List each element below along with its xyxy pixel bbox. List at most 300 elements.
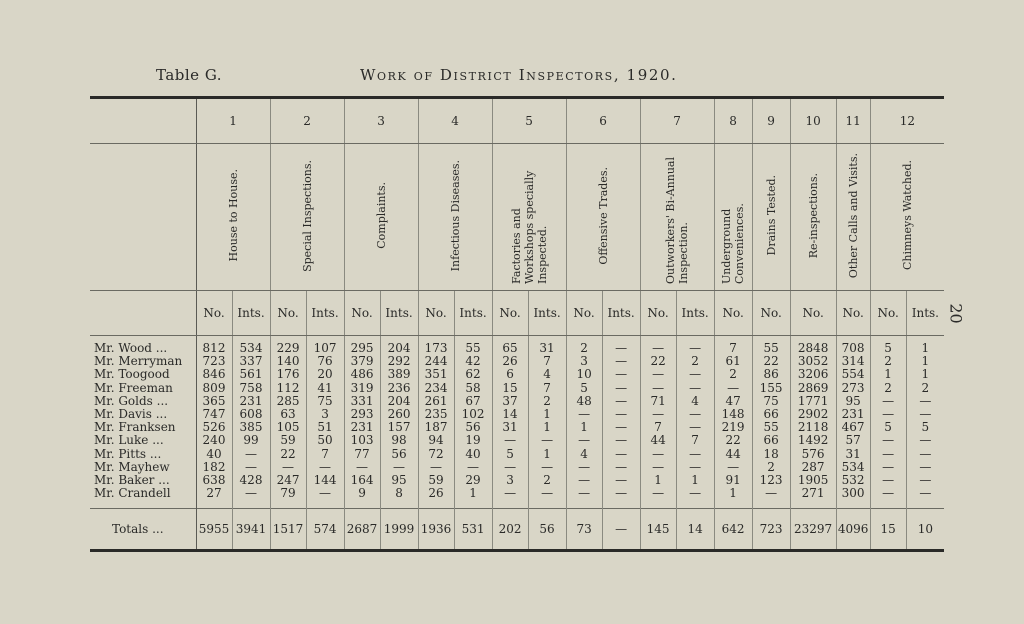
table-cell: 235 bbox=[418, 408, 454, 421]
inspector-name: Mr. Wood ... bbox=[94, 341, 168, 356]
table-cell: 4 bbox=[676, 395, 714, 408]
totals-row bbox=[90, 509, 944, 551]
sub-heading: No. bbox=[790, 291, 836, 336]
totals-cell: 574 bbox=[306, 509, 344, 551]
totals-cell: 642 bbox=[714, 509, 752, 551]
table-cell: 182 bbox=[196, 461, 232, 474]
sub-heading: Ints. bbox=[528, 291, 566, 336]
sub-heading: No. bbox=[870, 291, 906, 336]
table-cell: 2848 bbox=[790, 336, 836, 356]
table-cell: 112 bbox=[270, 382, 306, 395]
page-title: Work of District Inspectors, 1920. bbox=[360, 66, 678, 84]
table-cell: 2869 bbox=[790, 382, 836, 395]
table-cell: 75 bbox=[306, 395, 344, 408]
table-cell: 287 bbox=[790, 461, 836, 474]
sub-heading: No. bbox=[566, 291, 602, 336]
table-cell: 98 bbox=[380, 434, 418, 447]
table-cell: 44 bbox=[714, 448, 752, 461]
table-cell: 5 bbox=[870, 336, 906, 356]
table-label: Table G. bbox=[156, 66, 223, 84]
table-cell: — bbox=[640, 368, 676, 381]
table-cell: — bbox=[270, 461, 306, 474]
table-cell: 48 bbox=[566, 395, 602, 408]
totals-cell: 10 bbox=[906, 509, 944, 551]
table-cell: — bbox=[602, 421, 640, 434]
table-cell: — bbox=[602, 448, 640, 461]
column-heading: Complaints. bbox=[344, 144, 418, 291]
table-cell: — bbox=[232, 461, 270, 474]
table-cell: — bbox=[870, 448, 906, 461]
sub-heading: No. bbox=[492, 291, 528, 336]
totals-cell: 202 bbox=[492, 509, 528, 551]
table-cell: 1 bbox=[528, 408, 566, 421]
table-cell: 58 bbox=[454, 382, 492, 395]
table-cell: 2 bbox=[566, 336, 602, 356]
inspector-name: Mr. Crandell bbox=[94, 486, 171, 501]
table-cell: 77 bbox=[344, 448, 380, 461]
table-cell: 22 bbox=[270, 448, 306, 461]
table-cell: 285 bbox=[270, 395, 306, 408]
table-cell: — bbox=[566, 408, 602, 421]
table-cell: 219 bbox=[714, 421, 752, 434]
table-cell: 3 bbox=[306, 408, 344, 421]
table-cell: 293 bbox=[344, 408, 380, 421]
table-cell: 3 bbox=[566, 355, 602, 368]
table-cell: 66 bbox=[752, 408, 790, 421]
table-cell: 1 bbox=[640, 474, 676, 487]
column-heading: Special Inspections. bbox=[270, 144, 344, 291]
totals-cell: 3941 bbox=[232, 509, 270, 551]
table-cell: 534 bbox=[232, 336, 270, 356]
table-cell: 7 bbox=[528, 382, 566, 395]
table-cell: 244 bbox=[418, 355, 454, 368]
table-cell: — bbox=[418, 461, 454, 474]
table-cell: — bbox=[640, 336, 676, 356]
column-heading: Factories and Workshops specially Inspected. bbox=[492, 144, 566, 291]
table-cell: 102 bbox=[454, 408, 492, 421]
inspector-name: Mr. Pitts ... bbox=[94, 446, 162, 461]
table-cell: 59 bbox=[270, 434, 306, 447]
table-cell: 608 bbox=[232, 408, 270, 421]
table-cell: 15 bbox=[492, 382, 528, 395]
table-cell: — bbox=[676, 408, 714, 421]
table-cell: 231 bbox=[344, 421, 380, 434]
table-cell: 240 bbox=[196, 434, 232, 447]
table-cell: 2 bbox=[870, 355, 906, 368]
table-cell: — bbox=[870, 408, 906, 421]
table-cell: 5 bbox=[870, 421, 906, 434]
table-row bbox=[90, 421, 944, 434]
table-cell: — bbox=[676, 421, 714, 434]
table-cell: 385 bbox=[232, 421, 270, 434]
sub-heading: Ints. bbox=[676, 291, 714, 336]
table-cell: 26 bbox=[492, 355, 528, 368]
totals-cell: 4096 bbox=[836, 509, 870, 551]
table-cell: — bbox=[676, 461, 714, 474]
table-cell: — bbox=[906, 461, 944, 474]
table-cell: 365 bbox=[196, 395, 232, 408]
sub-heading: Ints. bbox=[306, 291, 344, 336]
table-cell: 723 bbox=[196, 355, 232, 368]
table-cell: — bbox=[870, 395, 906, 408]
table-cell: 236 bbox=[380, 382, 418, 395]
table-cell: 204 bbox=[380, 395, 418, 408]
totals-cell: 56 bbox=[528, 509, 566, 551]
table-cell: — bbox=[870, 434, 906, 447]
table-cell: 91 bbox=[714, 474, 752, 487]
table-cell: 164 bbox=[344, 474, 380, 487]
table-cell: 2118 bbox=[790, 421, 836, 434]
table-cell: — bbox=[602, 336, 640, 356]
table-cell: 144 bbox=[306, 474, 344, 487]
table-cell: — bbox=[232, 487, 270, 509]
table-cell: 260 bbox=[380, 408, 418, 421]
table-cell: — bbox=[380, 461, 418, 474]
sub-heading: Ints. bbox=[602, 291, 640, 336]
table-cell: 379 bbox=[344, 355, 380, 368]
table-cell: 319 bbox=[344, 382, 380, 395]
table-cell: — bbox=[528, 461, 566, 474]
table-cell: — bbox=[602, 368, 640, 381]
table-cell: 554 bbox=[836, 368, 870, 381]
table-cell: 2 bbox=[752, 461, 790, 474]
table-cell: — bbox=[676, 382, 714, 395]
table-cell: — bbox=[640, 461, 676, 474]
table-cell: 4 bbox=[528, 368, 566, 381]
table-cell: 389 bbox=[380, 368, 418, 381]
column-number-row bbox=[90, 98, 944, 144]
sub-heading: No. bbox=[344, 291, 380, 336]
inspector-name: Mr. Freeman bbox=[94, 380, 173, 395]
table-cell: 331 bbox=[344, 395, 380, 408]
table-cell: 61 bbox=[714, 355, 752, 368]
table-cell: 1 bbox=[906, 355, 944, 368]
table-cell: 231 bbox=[836, 408, 870, 421]
table-row bbox=[90, 382, 944, 395]
table-cell: 105 bbox=[270, 421, 306, 434]
table-cell: 14 bbox=[492, 408, 528, 421]
table-cell: 7 bbox=[528, 355, 566, 368]
table-cell: 1 bbox=[528, 448, 566, 461]
column-number: 11 bbox=[836, 98, 870, 144]
table-cell: 273 bbox=[836, 382, 870, 395]
table-row bbox=[90, 395, 944, 408]
table-cell: — bbox=[602, 382, 640, 395]
table-cell: 271 bbox=[790, 487, 836, 509]
table-cell: 176 bbox=[270, 368, 306, 381]
table-row bbox=[90, 434, 944, 447]
table-cell: — bbox=[752, 487, 790, 509]
table-cell: 22 bbox=[640, 355, 676, 368]
table-cell: 1 bbox=[676, 474, 714, 487]
totals-cell: 5955 bbox=[196, 509, 232, 551]
table-cell: — bbox=[602, 461, 640, 474]
sub-heading: No. bbox=[196, 291, 232, 336]
table-cell: — bbox=[906, 434, 944, 447]
column-number: 8 bbox=[714, 98, 752, 144]
column-heading: Offensive Trades. bbox=[566, 144, 640, 291]
table-cell: — bbox=[640, 408, 676, 421]
table-cell: 99 bbox=[232, 434, 270, 447]
table-cell: 231 bbox=[232, 395, 270, 408]
table-cell: — bbox=[602, 487, 640, 509]
table-cell: 41 bbox=[306, 382, 344, 395]
table-cell: 18 bbox=[752, 448, 790, 461]
table-cell: 7 bbox=[676, 434, 714, 447]
table-cell: 467 bbox=[836, 421, 870, 434]
column-heading: House to House. bbox=[196, 144, 270, 291]
table-cell: — bbox=[492, 461, 528, 474]
table-cell: 148 bbox=[714, 408, 752, 421]
sub-heading-row bbox=[90, 291, 944, 336]
table-cell: — bbox=[492, 487, 528, 509]
table-cell: — bbox=[870, 474, 906, 487]
table-cell: 31 bbox=[492, 421, 528, 434]
table-cell: 1 bbox=[906, 368, 944, 381]
sub-heading: Ints. bbox=[906, 291, 944, 336]
table-cell: — bbox=[906, 474, 944, 487]
table-cell: 747 bbox=[196, 408, 232, 421]
sub-heading: Ints. bbox=[454, 291, 492, 336]
table-cell: — bbox=[870, 461, 906, 474]
inspector-name: Mr. Luke ... bbox=[94, 433, 164, 448]
column-number: 1 bbox=[196, 98, 270, 144]
table-cell: 79 bbox=[270, 487, 306, 509]
table-cell: — bbox=[492, 434, 528, 447]
table-cell: 229 bbox=[270, 336, 306, 356]
table-cell: 55 bbox=[454, 336, 492, 356]
table-cell: 103 bbox=[344, 434, 380, 447]
table-cell: 7 bbox=[640, 421, 676, 434]
inspectors-table-wrap bbox=[90, 96, 944, 552]
column-heading: Re-inspections. bbox=[790, 144, 836, 291]
sub-heading: No. bbox=[418, 291, 454, 336]
column-number: 4 bbox=[418, 98, 492, 144]
table-row bbox=[90, 368, 944, 381]
blank-corner bbox=[90, 98, 196, 144]
table-row bbox=[90, 408, 944, 421]
table-cell: — bbox=[306, 461, 344, 474]
table-row bbox=[90, 474, 944, 487]
table-cell: 123 bbox=[752, 474, 790, 487]
table-cell: 1 bbox=[566, 421, 602, 434]
totals-cell: 1999 bbox=[380, 509, 418, 551]
inspector-name: Mr. Mayhew bbox=[94, 459, 170, 474]
table-row bbox=[90, 336, 944, 356]
inspector-name: Mr. Davis ... bbox=[94, 407, 168, 422]
table-cell: 2 bbox=[714, 368, 752, 381]
table-cell: — bbox=[528, 487, 566, 509]
totals-cell: 1936 bbox=[418, 509, 454, 551]
table-cell: — bbox=[566, 487, 602, 509]
sub-heading: No. bbox=[640, 291, 676, 336]
table-cell: — bbox=[602, 395, 640, 408]
table-cell: 526 bbox=[196, 421, 232, 434]
table-cell: — bbox=[602, 355, 640, 368]
table-cell: 47 bbox=[714, 395, 752, 408]
table-cell: — bbox=[602, 408, 640, 421]
table-cell: 10 bbox=[566, 368, 602, 381]
table-cell: — bbox=[640, 448, 676, 461]
table-cell: 314 bbox=[836, 355, 870, 368]
table-cell: 57 bbox=[836, 434, 870, 447]
inspector-name: Mr. Baker ... bbox=[94, 472, 170, 487]
table-cell: 351 bbox=[418, 368, 454, 381]
table-cell: 846 bbox=[196, 368, 232, 381]
column-number: 10 bbox=[790, 98, 836, 144]
table-cell: 2 bbox=[676, 355, 714, 368]
column-number: 12 bbox=[870, 98, 944, 144]
sub-heading: No. bbox=[270, 291, 306, 336]
table-row bbox=[90, 355, 944, 368]
table-cell: — bbox=[306, 487, 344, 509]
table-cell: 2 bbox=[870, 382, 906, 395]
inspector-name: Mr. Franksen bbox=[94, 420, 176, 435]
table-cell: — bbox=[714, 461, 752, 474]
table-row bbox=[90, 487, 944, 509]
table-cell: 5 bbox=[566, 382, 602, 395]
table-cell: — bbox=[566, 434, 602, 447]
totals-cell: 23297 bbox=[790, 509, 836, 551]
table-cell: 56 bbox=[380, 448, 418, 461]
column-heading: Underground Conveniences. bbox=[714, 144, 752, 291]
column-number: 5 bbox=[492, 98, 566, 144]
table-row bbox=[90, 461, 944, 474]
table-row bbox=[90, 448, 944, 461]
table-cell: 576 bbox=[790, 448, 836, 461]
table-cell: 534 bbox=[836, 461, 870, 474]
table-cell: — bbox=[640, 487, 676, 509]
table-body bbox=[90, 336, 944, 509]
table-cell: 44 bbox=[640, 434, 676, 447]
table-cell: 56 bbox=[454, 421, 492, 434]
table-cell: — bbox=[528, 434, 566, 447]
totals-cell: 1517 bbox=[270, 509, 306, 551]
table-cell: 62 bbox=[454, 368, 492, 381]
totals-cell: 14 bbox=[676, 509, 714, 551]
table-cell: 107 bbox=[306, 336, 344, 356]
table-cell: 50 bbox=[306, 434, 344, 447]
table-cell: — bbox=[906, 395, 944, 408]
table-cell: 72 bbox=[418, 448, 454, 461]
table-cell: — bbox=[906, 448, 944, 461]
table-cell: 5 bbox=[906, 421, 944, 434]
table-cell: — bbox=[454, 461, 492, 474]
totals-cell: 145 bbox=[640, 509, 676, 551]
sub-heading: Ints. bbox=[232, 291, 270, 336]
totals-cell: 73 bbox=[566, 509, 602, 551]
table-cell: 173 bbox=[418, 336, 454, 356]
sub-heading: No. bbox=[752, 291, 790, 336]
table-cell: 261 bbox=[418, 395, 454, 408]
totals-cell: 15 bbox=[870, 509, 906, 551]
column-heading: Chimneys Watched. bbox=[870, 144, 944, 291]
table-cell: 140 bbox=[270, 355, 306, 368]
table-cell: 532 bbox=[836, 474, 870, 487]
table-cell: 561 bbox=[232, 368, 270, 381]
table-cell: 8 bbox=[380, 487, 418, 509]
table-cell: 2 bbox=[528, 395, 566, 408]
inspectors-table bbox=[90, 96, 944, 552]
table-cell: — bbox=[566, 461, 602, 474]
table-cell: 63 bbox=[270, 408, 306, 421]
table-cell: 428 bbox=[232, 474, 270, 487]
table-cell: 19 bbox=[454, 434, 492, 447]
table-cell: 638 bbox=[196, 474, 232, 487]
column-heading: Other Calls and Visits. bbox=[836, 144, 870, 291]
table-cell: 1 bbox=[906, 336, 944, 356]
table-cell: — bbox=[602, 434, 640, 447]
totals-cell: 723 bbox=[752, 509, 790, 551]
table-cell: 1 bbox=[454, 487, 492, 509]
table-cell: 7 bbox=[306, 448, 344, 461]
table-cell: — bbox=[676, 336, 714, 356]
table-cell: 758 bbox=[232, 382, 270, 395]
table-cell: 51 bbox=[306, 421, 344, 434]
column-heading: Outworkers' Bi-Annual Inspection. bbox=[640, 144, 714, 291]
column-number: 6 bbox=[566, 98, 640, 144]
table-cell: 22 bbox=[752, 355, 790, 368]
table-cell: 94 bbox=[418, 434, 454, 447]
table-cell: 809 bbox=[196, 382, 232, 395]
totals-label: Totals ... bbox=[90, 509, 196, 551]
table-cell: 812 bbox=[196, 336, 232, 356]
table-cell: 42 bbox=[454, 355, 492, 368]
table-cell: 1905 bbox=[790, 474, 836, 487]
table-cell: 71 bbox=[640, 395, 676, 408]
table-cell: 55 bbox=[752, 421, 790, 434]
table-cell: 55 bbox=[752, 336, 790, 356]
table-cell: 157 bbox=[380, 421, 418, 434]
totals-cell: 2687 bbox=[344, 509, 380, 551]
table-cell: — bbox=[676, 368, 714, 381]
sub-heading: No. bbox=[714, 291, 752, 336]
table-cell: 708 bbox=[836, 336, 870, 356]
table-cell: 5 bbox=[492, 448, 528, 461]
table-cell: — bbox=[676, 448, 714, 461]
table-cell: 1771 bbox=[790, 395, 836, 408]
column-number: 3 bbox=[344, 98, 418, 144]
table-cell: 26 bbox=[418, 487, 454, 509]
inspector-name: Mr. Merryman bbox=[94, 354, 183, 369]
table-cell: 40 bbox=[454, 448, 492, 461]
page-number: 20 bbox=[946, 303, 966, 324]
totals-cell: — bbox=[602, 509, 640, 551]
table-cell: 337 bbox=[232, 355, 270, 368]
table-cell: 204 bbox=[380, 336, 418, 356]
table-cell: 2 bbox=[906, 382, 944, 395]
table-cell: 4 bbox=[566, 448, 602, 461]
column-heading: Infectious Diseases. bbox=[418, 144, 492, 291]
table-cell: 300 bbox=[836, 487, 870, 509]
table-cell: — bbox=[906, 408, 944, 421]
table-cell: 295 bbox=[344, 336, 380, 356]
table-cell: 155 bbox=[752, 382, 790, 395]
table-cell: 486 bbox=[344, 368, 380, 381]
table-cell: 27 bbox=[196, 487, 232, 509]
table-cell: 7 bbox=[714, 336, 752, 356]
table-cell: 67 bbox=[454, 395, 492, 408]
totals-cell: 531 bbox=[454, 509, 492, 551]
table-cell: 22 bbox=[714, 434, 752, 447]
table-cell: 66 bbox=[752, 434, 790, 447]
table-cell: 75 bbox=[752, 395, 790, 408]
table-cell: — bbox=[906, 487, 944, 509]
table-cell: — bbox=[676, 487, 714, 509]
table-cell: 95 bbox=[380, 474, 418, 487]
table-cell: 1 bbox=[714, 487, 752, 509]
table-cell: 76 bbox=[306, 355, 344, 368]
